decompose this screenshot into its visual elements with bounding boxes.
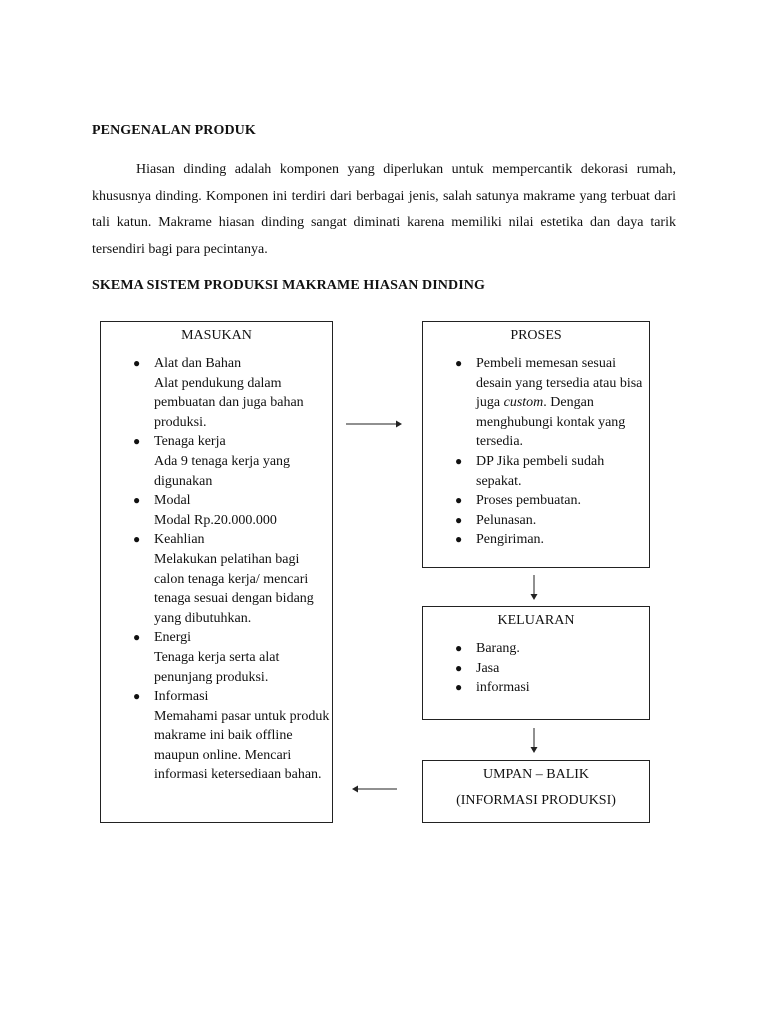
intro-paragraph: Hiasan dinding adalah komponen yang diperlukan untuk mempercantik dekorasi rumah, khususnya dinding. Komponen ini terdiri dari berbagai jenis, salah satunya makrame yang terbuat dari tali katun. Makrame hiasan dinding sangat diminati karena memiliki nilai estetika dan daya tarik tersendiri bagi para pecintanya. [92,162,676,257]
arrow-down-icon [528,574,540,602]
list-item [101,687,332,785]
bullet-icon: ● [133,532,141,547]
list-item [423,452,649,491]
list-item [101,354,332,432]
item-text: Pelunasan. [476,512,537,528]
item-text: informasi [476,680,530,696]
bullet-icon: ● [455,532,463,547]
list-item [423,511,649,531]
item-text-italic: custom [503,395,544,411]
item-text: Proses pembuatan. [476,493,581,509]
bullet-icon: ● [455,512,463,527]
umpan-balik-title: UMPAN – BALIK [482,767,590,782]
umpan-balik-box [422,760,650,823]
item-label: Informasi [154,689,209,705]
bullet-icon: ● [455,356,463,370]
item-detail: Tenaga kerja serta alat penunjang produksi. [154,649,280,685]
bullet-icon: ● [455,660,463,675]
proses-list [423,354,649,550]
list-item [101,628,332,687]
item-label: Alat dan Bahan [154,356,242,371]
bullet-icon: ● [133,434,141,449]
umpan-balik-subtitle: (INFORMASI PRODUKSI) [456,793,616,808]
bullet-icon: ● [455,493,463,508]
item-detail: Modal Rp.20.000.000 [154,512,277,528]
list-item [101,530,332,628]
bullet-icon: ● [133,689,141,704]
item-detail: Memahami pasar untuk produk makrame ini baik offline maupun online. Mencari informasi ketersediaan bahan. [154,708,330,783]
masukan-title: MASUKAN [181,328,252,343]
list-item [423,678,649,698]
item-label: Tenaga kerja [154,434,226,450]
list-item [423,530,649,550]
list-item [423,354,649,452]
section-heading-skema: SKEMA SISTEM PRODUKSI MAKRAME HIASAN DINDING [92,278,485,293]
bullet-icon: ● [455,641,463,655]
item-label: Modal [154,493,191,509]
item-text: Pembeli memesan sesuai desain yang tersedia atau bisa juga [476,356,643,411]
proses-box [422,321,650,568]
item-text: Pengiriman. [476,532,545,548]
item-label: Keahlian [154,532,205,548]
masukan-list [101,354,332,785]
list-item [101,491,332,530]
bullet-icon: ● [133,493,141,508]
item-detail: Alat pendukung dalam pembuatan dan juga bahan produksi. [154,375,304,430]
item-text: Barang. [476,641,520,656]
masukan-box [100,321,333,823]
arrow-left-icon [350,783,400,795]
keluaran-title: KELUARAN [497,613,575,628]
arrow-down-icon [528,727,540,755]
item-label: Energi [154,630,192,646]
keluaran-box [422,606,650,720]
section-heading-pengenalan: PENGENALAN PRODUK [92,123,256,138]
keluaran-list [423,639,649,698]
item-text: . Dengan menghubungi kontak yang tersedia. [476,395,626,450]
proses-title: PROSES [510,328,562,343]
item-text: Jasa [476,660,500,676]
list-item [423,659,649,679]
bullet-icon: ● [455,453,463,468]
arrow-right-icon [344,418,404,430]
bullet-icon: ● [133,630,141,645]
list-item [101,432,332,491]
list-item [423,639,649,659]
bullet-icon: ● [455,680,463,695]
item-text: DP Jika pembeli sudah sepakat. [476,453,605,489]
item-detail: Ada 9 tenaga kerja yang digunakan [154,453,291,489]
bullet-icon: ● [133,356,141,370]
list-item [423,491,649,511]
item-detail: Melakukan pelatihan bagi calon tenaga kerja/ mencari tenaga sesuai dengan bidang yang dibutuhkan. [154,551,314,626]
